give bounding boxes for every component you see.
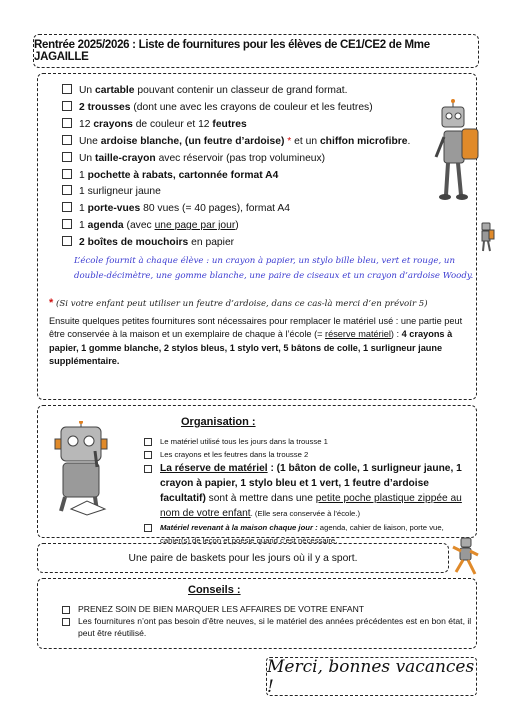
list-item: 1 porte-vues 80 vues (= 40 pages), format A4: [62, 201, 392, 218]
organisation-list: [144, 435, 469, 547]
star-note: * (Si votre enfant peut utiliser un feutre d’ardoise, dans ce cas-là merci d’en prévoir 5): [49, 297, 428, 309]
page-title: Rentrée 2025/2026 : Liste de fournitures pour les élèves de CE1/CE2 de Mme JAGAILLE: [34, 39, 430, 63]
checkbox-icon[interactable]: [62, 118, 72, 128]
star-mark: *: [49, 297, 54, 309]
checkbox-icon[interactable]: [62, 606, 70, 614]
list-item: PRENEZ SOIN DE BIEN MARQUER LES AFFAIRES DE VOTRE ENFANT: [62, 604, 472, 616]
closing-box: [266, 657, 477, 696]
checkbox-icon[interactable]: [62, 169, 72, 179]
list-item: Un taille-crayon avec réservoir (pas trop volumineux): [62, 151, 392, 168]
list-item: Un cartable pouvant contenir un classeur de grand format.: [62, 83, 392, 100]
checkbox-icon[interactable]: [62, 135, 72, 145]
list-item: 1 pochette à rabats, cartonnée format A4: [62, 168, 392, 185]
conseils-list: [62, 604, 472, 639]
running-robot-icon: [451, 536, 481, 583]
list-item: 1 agenda (avec une page par jour): [62, 218, 392, 235]
list-item: Matériel revenant à la maison chaque jour : agenda, cahier de liaison, porte vue, cahier(s) de leçon et poésie quand c’est nécessaire.: [144, 521, 469, 547]
supply-list: [62, 83, 411, 252]
list-item: La réserve de matériel : (1 bâton de colle, 1 surligneur jaune, 1 crayon à papier, 1 stylo bleu et 1 vert, 1 feutre d’ardoise facultatif) sont à mettre dans une petite poche plastique zippée au nom de votre enfant. (Elle sera conservée à l’école.): [144, 461, 469, 521]
checkbox-icon[interactable]: [62, 101, 72, 111]
list-item: Une ardoise blanche, (un feutre d’ardoise) * et un chiffon microfibre.: [62, 134, 392, 151]
checkbox-icon[interactable]: [62, 219, 72, 229]
checkbox-icon[interactable]: [62, 152, 72, 162]
basket-note-box: [37, 543, 449, 573]
list-item: 12 crayons de couleur et 12 feutres: [62, 117, 392, 134]
checkbox-icon[interactable]: [62, 84, 72, 94]
checkbox-icon[interactable]: [62, 236, 72, 246]
list-item: 2 trousses (dont une avec les crayons de couleur et les feutres): [62, 100, 392, 117]
organisation-title: Organisation :: [181, 416, 256, 428]
closing-message: Merci, bonnes vacances !: [267, 656, 475, 697]
page-title-box: [33, 34, 479, 68]
checkbox-icon[interactable]: [144, 451, 152, 459]
checkbox-icon[interactable]: [62, 202, 72, 212]
list-item: Les fournitures n’ont pas besoin d’être neuves, si le matériel des années précédentes est en bon état, il peut être réutilisé.: [62, 616, 472, 640]
reserve-paragraph: Ensuite quelques petites fournitures sont nécessaires pour remplacer le matériel usé : une partie peut être conservée à la maison et un exemplaire de chaque à l’école (= réserve matériel) : 4 crayons à papier, 1 gomme blanche, 2 stylos bleus, 1 stylo vert, 5 bâtons de colle, 1 surligneur jaune supplémentaire.: [49, 316, 463, 366]
basket-note: Une paire de baskets pour les jours où il y a sport.: [128, 552, 358, 564]
list-item: 1 surligneur jaune: [62, 184, 392, 201]
list-item: 2 boîtes de mouchoirs en papier: [62, 235, 392, 252]
organisation-box: [37, 405, 477, 545]
robot-reading-illustration: [51, 421, 126, 531]
conseils-box: [37, 578, 477, 649]
reserve-link: réserve matériel: [325, 329, 391, 340]
checkbox-icon[interactable]: [144, 524, 152, 532]
checkbox-icon[interactable]: [62, 185, 72, 195]
list-item: Les crayons et les feutres dans la trousse 2: [144, 448, 469, 461]
checkbox-icon[interactable]: [144, 465, 152, 473]
conseils-title: Conseils :: [188, 584, 241, 596]
checkbox-icon[interactable]: [144, 438, 152, 446]
checkbox-icon[interactable]: [62, 618, 70, 626]
school-provided-note: L’école fournit à chaque élève : un crayon à papier, un stylo bille bleu, vert et rouge, un double-décimètre, une gomme blanche, une paire de ciseaux et un crayon d’ardoise Woody.: [74, 256, 474, 281]
list-item: Le matériel utilisé tous les jours dans la trousse 1: [144, 435, 469, 448]
supply-list-box: [37, 73, 477, 400]
